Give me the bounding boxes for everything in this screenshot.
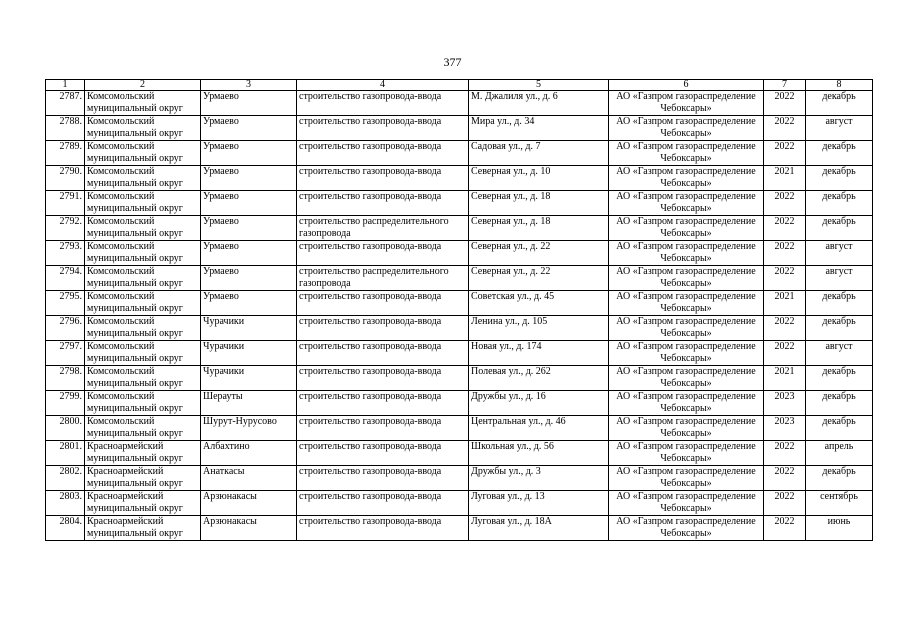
settlement-cell: Урмаево — [201, 241, 297, 266]
settlement-cell: Урмаево — [201, 166, 297, 191]
year-cell: 2023 — [764, 391, 806, 416]
settlement-cell: Урмаево — [201, 116, 297, 141]
address-cell: М. Джалиля ул., д. 6 — [469, 91, 609, 116]
operator-cell: АО «Газпром газораспределение Чебоксары» — [609, 241, 764, 266]
district-cell: Комсомольский муниципальный округ — [85, 341, 201, 366]
month-cell: июнь — [806, 516, 873, 541]
table-row — [46, 241, 873, 266]
year-cell: 2022 — [764, 341, 806, 366]
month-cell: декабрь — [806, 391, 873, 416]
month-cell: декабрь — [806, 316, 873, 341]
address-cell: Дружбы ул., д. 16 — [469, 391, 609, 416]
year-cell: 2022 — [764, 191, 806, 216]
work-type-cell: строительство газопровода-ввода — [297, 466, 469, 491]
settlement-cell: Урмаево — [201, 91, 297, 116]
settlement-cell: Арзюнакасы — [201, 491, 297, 516]
work-type-cell: строительство газопровода-ввода — [297, 166, 469, 191]
work-type-cell: строительство газопровода-ввода — [297, 316, 469, 341]
column-header: 5 — [469, 80, 609, 91]
column-header: 6 — [609, 80, 764, 91]
district-cell: Комсомольский муниципальный округ — [85, 116, 201, 141]
settlement-cell: Чурачики — [201, 316, 297, 341]
row-number-cell: 2794. — [46, 266, 85, 291]
table-row — [46, 466, 873, 491]
table-row — [46, 391, 873, 416]
month-cell: август — [806, 241, 873, 266]
operator-cell: АО «Газпром газораспределение Чебоксары» — [609, 341, 764, 366]
work-type-cell: строительство газопровода-ввода — [297, 516, 469, 541]
column-header: 1 — [46, 80, 85, 91]
year-cell: 2022 — [764, 466, 806, 491]
district-cell: Комсомольский муниципальный округ — [85, 141, 201, 166]
column-header: 7 — [764, 80, 806, 91]
table-row — [46, 266, 873, 291]
table-row — [46, 91, 873, 116]
address-cell: Мира ул., д. 34 — [469, 116, 609, 141]
address-cell: Советская ул., д. 45 — [469, 291, 609, 316]
table-row — [46, 291, 873, 316]
month-cell: декабрь — [806, 466, 873, 491]
address-cell: Северная ул., д. 10 — [469, 166, 609, 191]
work-type-cell: строительство газопровода-ввода — [297, 141, 469, 166]
work-type-cell: строительство газопровода-ввода — [297, 441, 469, 466]
month-cell: апрель — [806, 441, 873, 466]
address-cell: Ленина ул., д. 105 — [469, 316, 609, 341]
row-number-cell: 2792. — [46, 216, 85, 241]
settlement-cell: Чурачики — [201, 341, 297, 366]
year-cell: 2022 — [764, 441, 806, 466]
month-cell: декабрь — [806, 91, 873, 116]
table-row — [46, 416, 873, 441]
table-row — [46, 341, 873, 366]
row-number-cell: 2793. — [46, 241, 85, 266]
address-cell: Северная ул., д. 22 — [469, 241, 609, 266]
address-cell: Северная ул., д. 22 — [469, 266, 609, 291]
month-cell: декабрь — [806, 166, 873, 191]
operator-cell: АО «Газпром газораспределение Чебоксары» — [609, 391, 764, 416]
work-type-cell: строительство газопровода-ввода — [297, 116, 469, 141]
settlement-cell: Урмаево — [201, 141, 297, 166]
settlement-cell: Чурачики — [201, 366, 297, 391]
month-cell: декабрь — [806, 291, 873, 316]
row-number-cell: 2799. — [46, 391, 85, 416]
year-cell: 2022 — [764, 91, 806, 116]
address-cell: Школьная ул., д. 56 — [469, 441, 609, 466]
work-type-cell: строительство газопровода-ввода — [297, 491, 469, 516]
table-row — [46, 516, 873, 541]
month-cell: декабрь — [806, 191, 873, 216]
month-cell: август — [806, 116, 873, 141]
settlement-cell: Урмаево — [201, 291, 297, 316]
year-cell: 2022 — [764, 241, 806, 266]
row-number-cell: 2802. — [46, 466, 85, 491]
settlement-cell: Анаткасы — [201, 466, 297, 491]
district-cell: Комсомольский муниципальный округ — [85, 241, 201, 266]
operator-cell: АО «Газпром газораспределение Чебоксары» — [609, 491, 764, 516]
year-cell: 2021 — [764, 366, 806, 391]
address-cell: Центральная ул., д. 46 — [469, 416, 609, 441]
operator-cell: АО «Газпром газораспределение Чебоксары» — [609, 91, 764, 116]
work-type-cell: строительство газопровода-ввода — [297, 91, 469, 116]
table-row — [46, 166, 873, 191]
district-cell: Красноармейский муниципальный округ — [85, 491, 201, 516]
month-cell: август — [806, 266, 873, 291]
work-type-cell: строительство газопровода-ввода — [297, 191, 469, 216]
operator-cell: АО «Газпром газораспределение Чебоксары» — [609, 291, 764, 316]
address-cell: Северная ул., д. 18 — [469, 216, 609, 241]
table-row — [46, 216, 873, 241]
address-cell: Полевая ул., д. 262 — [469, 366, 609, 391]
operator-cell: АО «Газпром газораспределение Чебоксары» — [609, 266, 764, 291]
year-cell: 2021 — [764, 291, 806, 316]
address-cell: Дружбы ул., д. 3 — [469, 466, 609, 491]
address-cell: Садовая ул., д. 7 — [469, 141, 609, 166]
column-number-row — [46, 80, 873, 91]
column-header: 3 — [201, 80, 297, 91]
table-row — [46, 491, 873, 516]
operator-cell: АО «Газпром газораспределение Чебоксары» — [609, 441, 764, 466]
work-type-cell: строительство газопровода-ввода — [297, 241, 469, 266]
row-number-cell: 2790. — [46, 166, 85, 191]
district-cell: Комсомольский муниципальный округ — [85, 166, 201, 191]
month-cell: декабрь — [806, 141, 873, 166]
row-number-cell: 2789. — [46, 141, 85, 166]
table-row — [46, 116, 873, 141]
row-number-cell: 2800. — [46, 416, 85, 441]
row-number-cell: 2796. — [46, 316, 85, 341]
operator-cell: АО «Газпром газораспределение Чебоксары» — [609, 116, 764, 141]
district-cell: Комсомольский муниципальный округ — [85, 316, 201, 341]
address-cell: Луговая ул., д. 13 — [469, 491, 609, 516]
gas-connection-table — [45, 79, 873, 541]
month-cell: декабрь — [806, 416, 873, 441]
year-cell: 2022 — [764, 266, 806, 291]
address-cell: Северная ул., д. 18 — [469, 191, 609, 216]
operator-cell: АО «Газпром газораспределение Чебоксары» — [609, 141, 764, 166]
work-type-cell: строительство распределительного газопровода — [297, 266, 469, 291]
year-cell: 2022 — [764, 116, 806, 141]
row-number-cell: 2795. — [46, 291, 85, 316]
page-number: 377 — [443, 55, 462, 69]
district-cell: Комсомольский муниципальный округ — [85, 91, 201, 116]
table-body — [46, 80, 873, 541]
district-cell: Комсомольский муниципальный округ — [85, 191, 201, 216]
table-row — [46, 316, 873, 341]
year-cell: 2021 — [764, 166, 806, 191]
operator-cell: АО «Газпром газораспределение Чебоксары» — [609, 366, 764, 391]
settlement-cell: Шерауты — [201, 391, 297, 416]
district-cell: Комсомольский муниципальный округ — [85, 391, 201, 416]
row-number-cell: 2801. — [46, 441, 85, 466]
table-row — [46, 441, 873, 466]
settlement-cell: Урмаево — [201, 191, 297, 216]
district-cell: Комсомольский муниципальный округ — [85, 366, 201, 391]
work-type-cell: строительство газопровода-ввода — [297, 391, 469, 416]
column-header: 8 — [806, 80, 873, 91]
operator-cell: АО «Газпром газораспределение Чебоксары» — [609, 416, 764, 441]
operator-cell: АО «Газпром газораспределение Чебоксары» — [609, 166, 764, 191]
settlement-cell: Арзюнакасы — [201, 516, 297, 541]
address-cell: Новая ул., д. 174 — [469, 341, 609, 366]
district-cell: Красноармейский муниципальный округ — [85, 441, 201, 466]
work-type-cell: строительство распределительного газопровода — [297, 216, 469, 241]
month-cell: август — [806, 341, 873, 366]
district-cell: Красноармейский муниципальный округ — [85, 516, 201, 541]
work-type-cell: строительство газопровода-ввода — [297, 416, 469, 441]
year-cell: 2022 — [764, 491, 806, 516]
table-row — [46, 141, 873, 166]
district-cell: Красноармейский муниципальный округ — [85, 466, 201, 491]
address-cell: Луговая ул., д. 18А — [469, 516, 609, 541]
row-number-cell: 2803. — [46, 491, 85, 516]
operator-cell: АО «Газпром газораспределение Чебоксары» — [609, 216, 764, 241]
operator-cell: АО «Газпром газораспределение Чебоксары» — [609, 191, 764, 216]
settlement-cell: Урмаево — [201, 216, 297, 241]
district-cell: Комсомольский муниципальный округ — [85, 291, 201, 316]
operator-cell: АО «Газпром газораспределение Чебоксары» — [609, 466, 764, 491]
year-cell: 2022 — [764, 516, 806, 541]
operator-cell: АО «Газпром газораспределение Чебоксары» — [609, 516, 764, 541]
work-type-cell: строительство газопровода-ввода — [297, 291, 469, 316]
operator-cell: АО «Газпром газораспределение Чебоксары» — [609, 316, 764, 341]
column-header: 4 — [297, 80, 469, 91]
settlement-cell: Шурут-Нурусово — [201, 416, 297, 441]
table-row — [46, 366, 873, 391]
settlement-cell: Албахтино — [201, 441, 297, 466]
row-number-cell: 2804. — [46, 516, 85, 541]
row-number-cell: 2787. — [46, 91, 85, 116]
district-cell: Комсомольский муниципальный округ — [85, 216, 201, 241]
year-cell: 2022 — [764, 216, 806, 241]
district-cell: Комсомольский муниципальный округ — [85, 416, 201, 441]
row-number-cell: 2797. — [46, 341, 85, 366]
year-cell: 2022 — [764, 141, 806, 166]
district-cell: Комсомольский муниципальный округ — [85, 266, 201, 291]
work-type-cell: строительство газопровода-ввода — [297, 341, 469, 366]
settlement-cell: Урмаево — [201, 266, 297, 291]
column-header: 2 — [85, 80, 201, 91]
month-cell: сентябрь — [806, 491, 873, 516]
row-number-cell: 2791. — [46, 191, 85, 216]
month-cell: декабрь — [806, 216, 873, 241]
work-type-cell: строительство газопровода-ввода — [297, 366, 469, 391]
year-cell: 2023 — [764, 416, 806, 441]
month-cell: декабрь — [806, 366, 873, 391]
year-cell: 2022 — [764, 316, 806, 341]
table-row — [46, 191, 873, 216]
row-number-cell: 2798. — [46, 366, 85, 391]
row-number-cell: 2788. — [46, 116, 85, 141]
